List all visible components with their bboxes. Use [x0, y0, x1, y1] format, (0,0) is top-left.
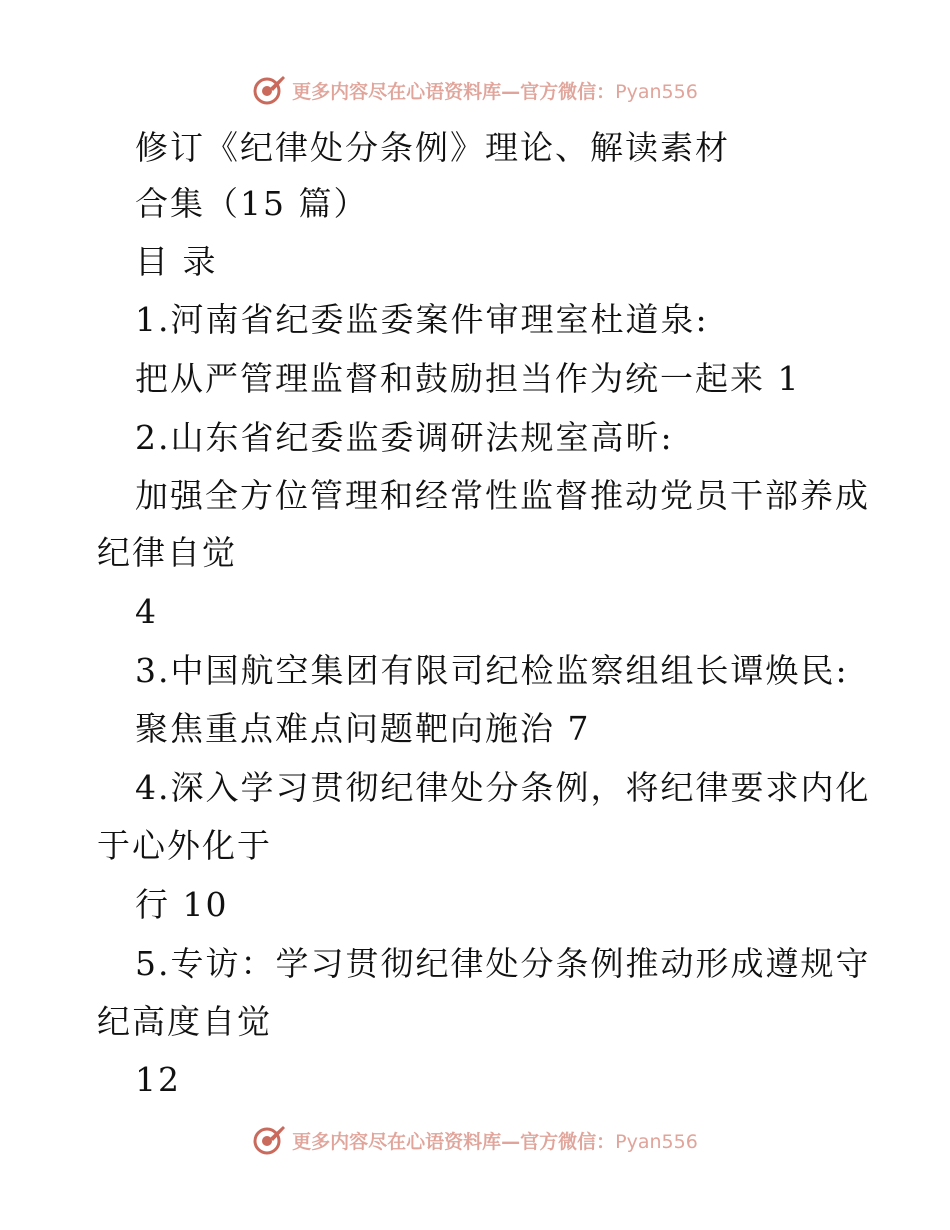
- toc-entry-3-line-1: 3.中国航空集团有限司纪检监察组组长谭焕民:: [135, 651, 849, 690]
- doc-title-line-2: 合集（15 篇）: [135, 184, 369, 223]
- toc-entry-5-line-2: 纪高度自觉: [97, 1002, 272, 1041]
- toc-entry-2-line-1: 2.山东省纪委监委调研法规室高昕:: [135, 418, 674, 457]
- toc-entry-2-page: 4: [135, 592, 158, 631]
- watermark-text: 更多内容尽在心语资料库—官方微信：Pyan556: [292, 80, 698, 103]
- pen-logo-icon: [252, 73, 286, 107]
- toc-entry-4-line-2: 于心外化于: [97, 826, 272, 865]
- toc-entry-3-line-2: 聚焦重点难点问题靶向施治 7: [135, 709, 591, 748]
- watermark-footer: [0, 1120, 950, 1160]
- toc-entry-2-line-3: 纪律自觉: [97, 533, 237, 572]
- toc-entry-4-line-3: 行 10: [135, 885, 229, 924]
- toc-entry-5-page: 12: [135, 1060, 181, 1099]
- toc-entry-2-line-2: 加强全方位管理和经常性监督推动党员干部养成: [135, 476, 870, 515]
- toc-entry-4-line-1: 4.深入学习贯彻纪律处分条例，将纪律要求内化: [135, 768, 871, 807]
- watermark-header: [0, 70, 950, 110]
- toc-entry-1-line-1: 1.河南省纪委监委案件审理室杜道泉:: [135, 300, 709, 339]
- toc-entry-5-line-1: 5.专访：学习贯彻纪律处分条例推动形成遵规守: [135, 944, 871, 983]
- pen-logo-icon: [252, 1123, 286, 1157]
- watermark-text: 更多内容尽在心语资料库—官方微信：Pyan556: [292, 1130, 698, 1153]
- toc-entry-1-line-2: 把从严管理监督和鼓励担当作为统一起来 1: [135, 359, 801, 398]
- toc-heading: 目 录: [135, 242, 218, 281]
- doc-title-line-1: 修订《纪律处分条例》理论、解读素材: [135, 128, 730, 167]
